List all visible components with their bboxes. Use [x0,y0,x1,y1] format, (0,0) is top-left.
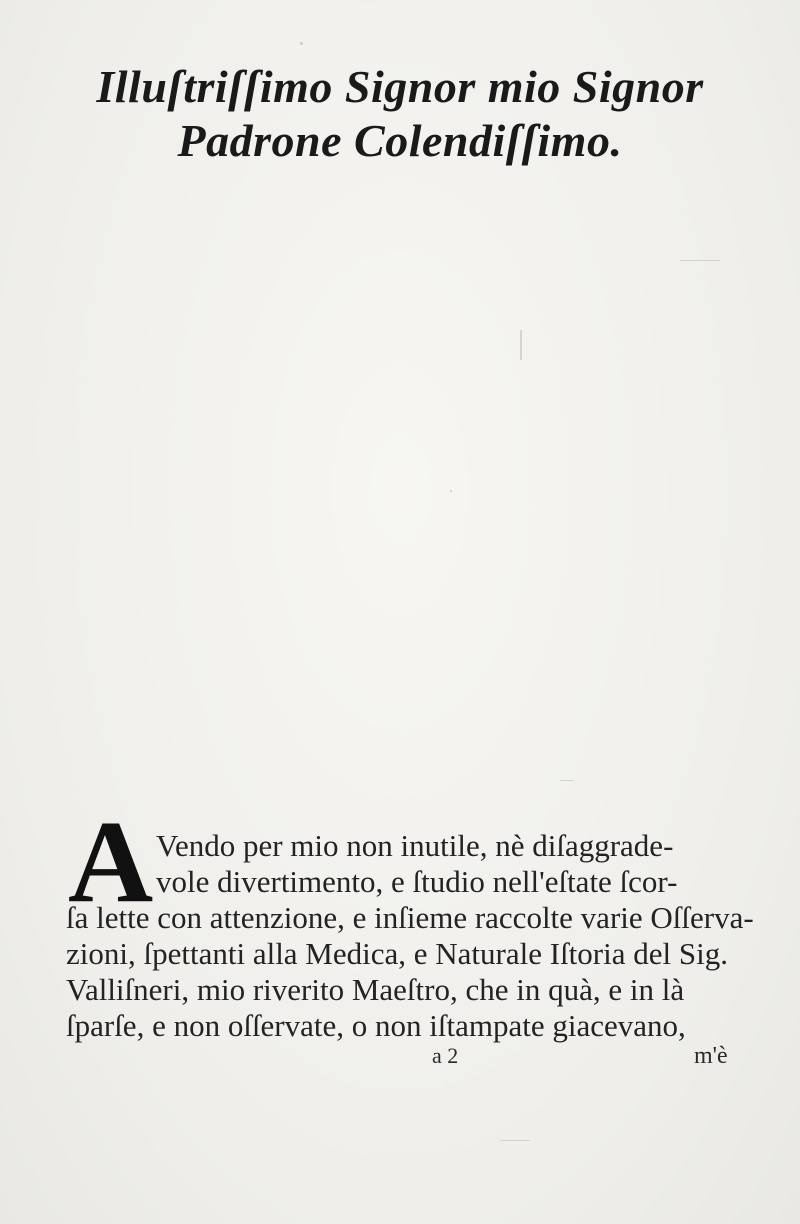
body-line: Vendo per mio non inutile, nè diſaggrade- [156,828,674,863]
body-line: vole divertimento, e ſtudio nell'eſtate ſcor- [156,864,678,899]
body-line: zioni, ſpettanti alla Medica, e Naturale Iſtoria del Sig. [66,936,728,971]
body-line: ſa lette con attenzione, e inſieme raccolte varie Oſſerva- [66,900,754,935]
paper-speck [500,1140,530,1141]
signature-mark: a 2 [432,1043,459,1068]
catchword: m'è [694,1043,728,1069]
paper-speck [520,330,522,360]
heading-line-1: Illuſtriſſimo Signor mio Signor [96,61,704,112]
body-line: Valliſneri, mio riverito Maeſtro, che in quà, e in là [66,972,685,1007]
paper-speck [300,42,303,45]
paper-speck [450,490,452,492]
heading-line-2: Padrone Colendiſſimo. [177,115,623,166]
body-line: ſparſe, e non oſſervate, o non iſtampate giacevano, [66,1008,686,1043]
drop-cap: A [68,796,154,927]
paper-speck [680,260,720,261]
paper-speck [560,780,574,781]
